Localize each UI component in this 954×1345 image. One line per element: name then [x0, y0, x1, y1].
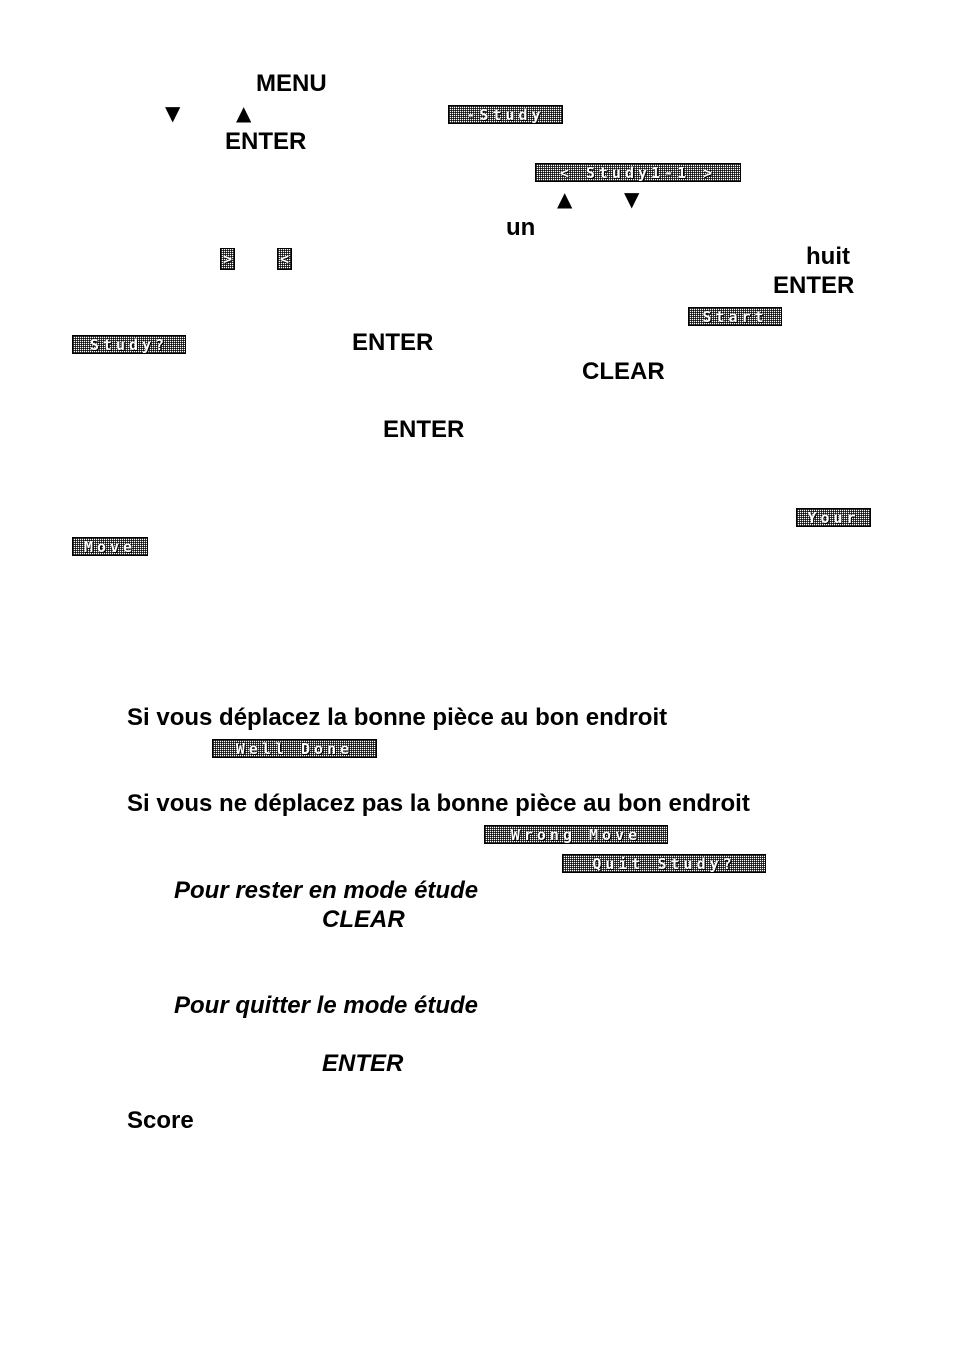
enter-key-label-italic: ENTER: [322, 1050, 404, 1077]
down-arrow-icon: ▼: [624, 187, 640, 211]
up-arrow-icon: ▲: [236, 101, 252, 125]
lcd-study-menu: -Study: [448, 105, 563, 124]
lcd-study-question: Study?: [72, 335, 186, 354]
lcd-cursor-left-icon: <: [277, 248, 292, 270]
clear-key-label: CLEAR: [582, 358, 665, 385]
lcd-start: Start: [688, 307, 782, 326]
up-arrow-icon: ▲: [557, 187, 573, 211]
enter-key-label: ENTER: [773, 272, 855, 299]
lcd-move: Move: [72, 537, 148, 556]
clear-key-label-italic: CLEAR: [322, 906, 405, 933]
score-heading: Score: [127, 1107, 194, 1134]
menu-key-label: MENU: [256, 70, 327, 97]
word-un: un: [506, 214, 536, 241]
lcd-study-level: < Study1-1 >: [535, 163, 741, 182]
enter-key-label: ENTER: [225, 128, 307, 155]
lcd-well-done: Well Done: [212, 739, 377, 758]
lcd-cursor-right-icon: >: [220, 248, 235, 270]
lcd-quit-study: Quit Study?: [562, 854, 766, 873]
down-arrow-icon: ▼: [165, 101, 181, 125]
success-heading: Si vous déplacez la bonne pièce au bon endroit: [127, 704, 668, 731]
failure-heading: Si vous ne déplacez pas la bonne pièce au bon endroit: [127, 790, 750, 817]
enter-key-label: ENTER: [352, 329, 434, 356]
lcd-your: Your: [796, 508, 871, 527]
enter-key-label: ENTER: [383, 416, 465, 443]
word-huit: huit: [806, 243, 850, 270]
quit-study-heading: Pour quitter le mode étude: [174, 992, 479, 1019]
lcd-wrong-move: Wrong Move: [484, 825, 668, 844]
stay-in-study-heading: Pour rester en mode étude: [174, 877, 479, 904]
